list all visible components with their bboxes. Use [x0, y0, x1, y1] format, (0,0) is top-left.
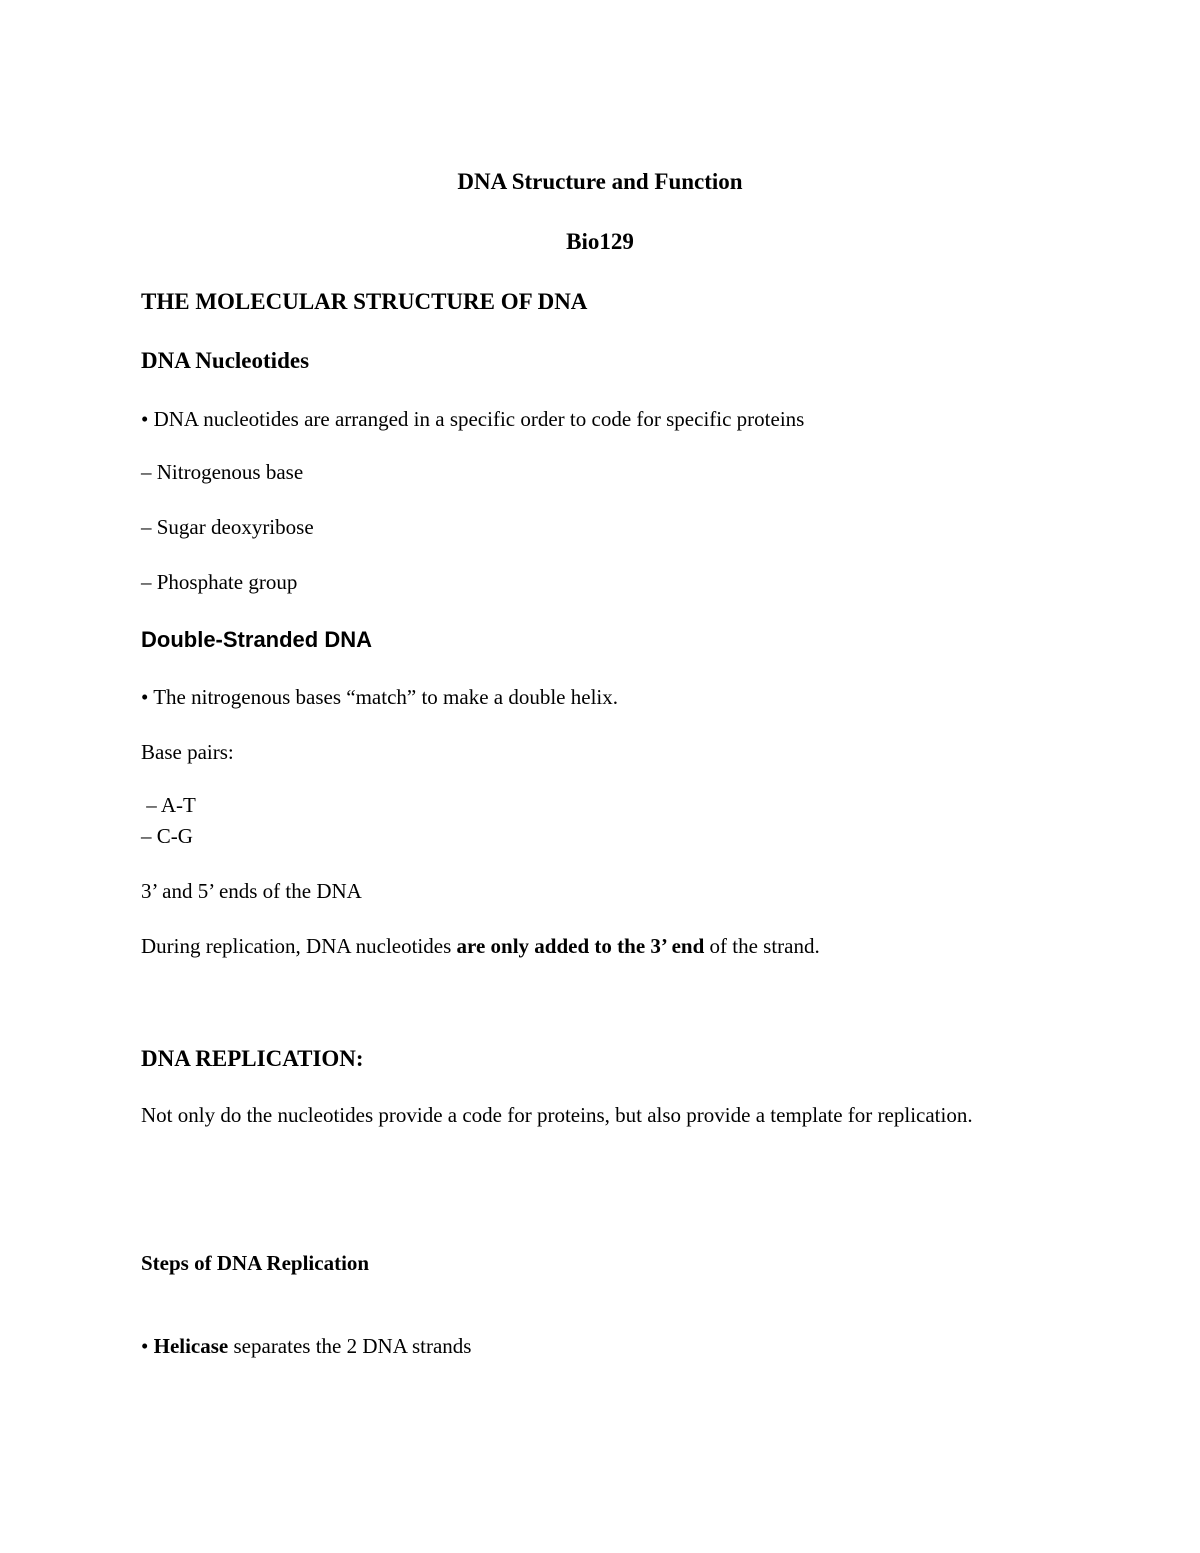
base-pair-c-g: – C-G [141, 824, 193, 848]
subheading-double-stranded: Double-Stranded DNA [141, 627, 372, 652]
subheading-dna-nucleotides: DNA Nucleotides [141, 348, 310, 373]
replication-note [141, 930, 820, 962]
replication-note-suffix: of the strand. [704, 934, 820, 958]
section-heading-molecular-structure: THE MOLECULAR STRUCTURE OF DNA [141, 289, 588, 314]
dna-ends-note: 3’ and 5’ ends of the DNA [141, 879, 362, 903]
list-item-sugar-deoxyribose: – Sugar deoxyribose [141, 515, 314, 539]
bullet-nucleotides-order: • DNA nucleotides are arranged in a specific order to code for specific proteins [141, 407, 805, 431]
list-item-nitrogenous-base: – Nitrogenous base [141, 460, 304, 484]
replication-note-emphasis: are only added to the 3’ end [456, 934, 705, 958]
document-title: DNA Structure and Function [457, 169, 743, 194]
replication-note-prefix: During replication, DNA nucleotides [141, 934, 457, 958]
list-item-phosphate-group: – Phosphate group [141, 570, 298, 594]
step-helicase-bullet: • [141, 1334, 154, 1358]
step-helicase-text: separates the 2 DNA strands [228, 1334, 472, 1358]
bullet-bases-match: • The nitrogenous bases “match” to make a double helix. [141, 685, 618, 709]
section-heading-replication: DNA REPLICATION: [141, 1046, 364, 1071]
steps-heading: Steps of DNA Replication [141, 1251, 370, 1275]
step-helicase-term: Helicase [153, 1334, 229, 1358]
course-code: Bio129 [566, 229, 634, 254]
replication-paragraph: Not only do the nucleotides provide a code for proteins, but also provide a template for replication. [141, 1103, 973, 1127]
step-helicase [141, 1330, 471, 1362]
base-pairs-label: Base pairs: [141, 740, 234, 764]
base-pair-a-t: – A-T [141, 793, 196, 817]
